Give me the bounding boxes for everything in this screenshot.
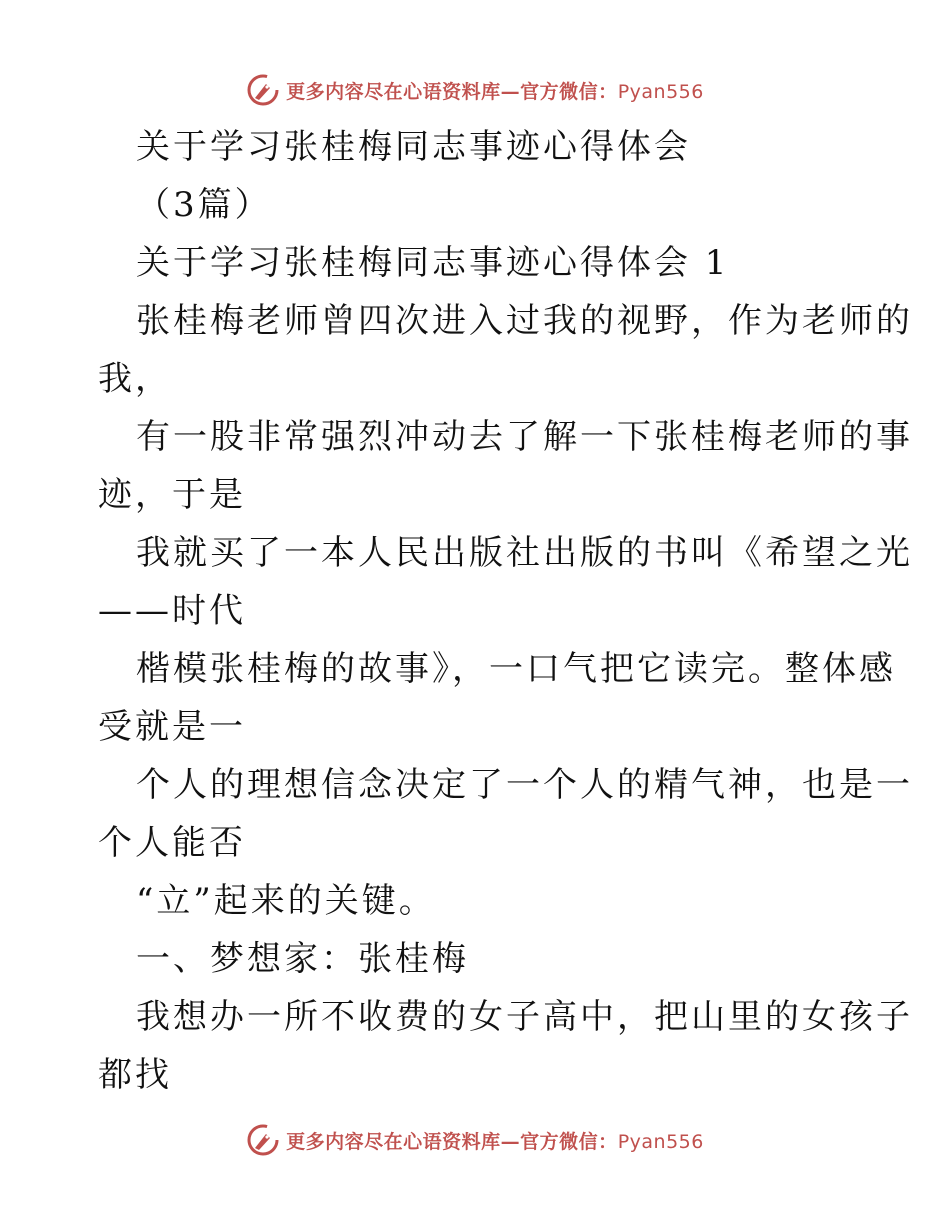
watermark-text [286, 1127, 704, 1154]
text-line: 个人能否 [98, 823, 246, 863]
text-line: （3篇） [136, 185, 272, 225]
watermark-site: 更多内容尽在心语资料库 [286, 80, 501, 103]
pen-nib-logo-icon [246, 1123, 280, 1157]
text-line: 关于学习张桂梅同志事迹心得体会 [136, 127, 691, 167]
text-line: ——时代 [98, 591, 246, 631]
watermark-dash: — [500, 80, 521, 103]
header-watermark [0, 70, 950, 110]
watermark-weixin-id: Pyan556 [617, 1130, 704, 1153]
text-line: “立”起来的关键。 [136, 881, 436, 921]
text-line: 关于学习张桂梅同志事迹心得体会 1 [136, 243, 730, 283]
text-line: 有一股非常强烈冲动去了解一下张桂梅老师的事 [136, 417, 913, 457]
text-line: 受就是一 [98, 707, 246, 747]
watermark-weixin-id: Pyan556 [617, 80, 704, 103]
text-line: 我， [98, 359, 172, 399]
text-line: 都找 [98, 1055, 172, 1095]
watermark-weixin-label: 官方微信： [520, 80, 618, 103]
footer-watermark [0, 1120, 950, 1160]
text-line: 一、梦想家：张桂梅 [136, 939, 469, 979]
watermark-weixin-label: 官方微信： [520, 1130, 618, 1153]
text-line: 楷模张桂梅的故事》，一口气把它读完。整体感 [136, 649, 896, 689]
watermark-site: 更多内容尽在心语资料库 [286, 1130, 501, 1153]
text-line: 个人的理想信念决定了一个人的精气神，也是一 [136, 765, 913, 805]
pen-nib-logo-icon [246, 73, 280, 107]
text-line: 我就买了一本人民出版社出版的书叫《希望之光 [136, 533, 913, 573]
watermark-text [286, 77, 704, 104]
watermark-dash: — [500, 1130, 521, 1153]
text-line: 迹，于是 [98, 475, 246, 515]
text-line: 我想办一所不收费的女子高中，把山里的女孩子 [136, 997, 913, 1037]
text-line: 张桂梅老师曾四次进入过我的视野，作为老师的 [136, 301, 913, 341]
document-body [98, 118, 913, 1104]
